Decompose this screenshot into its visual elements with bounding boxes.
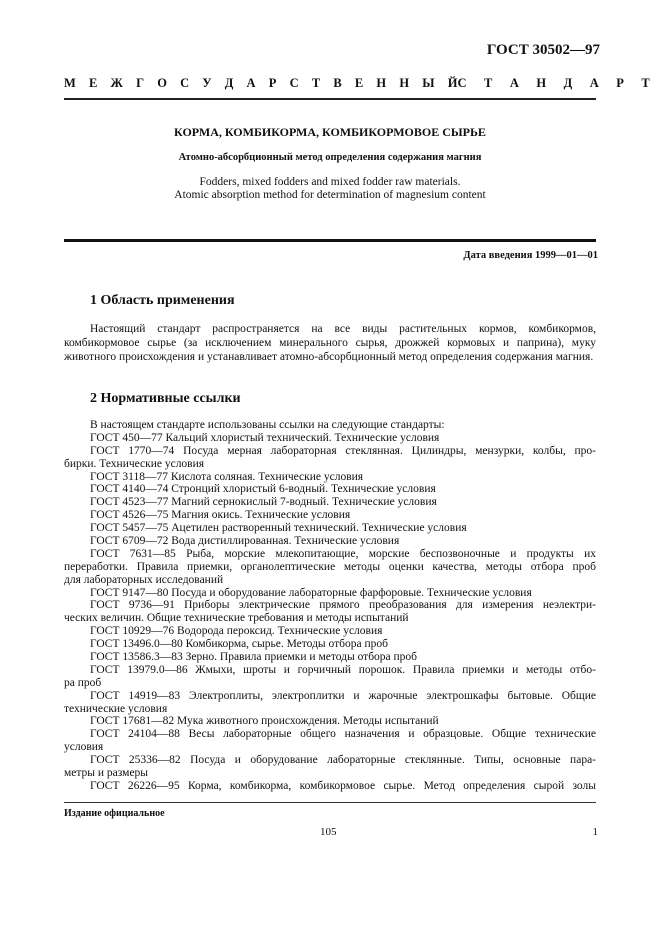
reference-line: ГОСТ 9147—80 Посуда и оборудование лабораторные фарфоровые. Технические условия — [90, 586, 532, 599]
english-title — [64, 176, 596, 202]
reference-line: метры и размеры — [64, 767, 149, 780]
reference-line: ГОСТ 4140—74 Стронций хлористый 6-водный. Технические условия — [90, 483, 436, 496]
reference-line: ГОСТ 3118—77 Кислота соляная. Технические условия — [90, 470, 364, 483]
banner-letter: Н — [536, 76, 547, 90]
section-1-heading: 1 Область применения — [90, 293, 235, 308]
banner-letter: Е — [354, 76, 364, 90]
official-edition-label: Издание официальное — [64, 808, 165, 819]
reference-line: ГОСТ 13586.3—83 Зерно. Правила приемки и методы отбора проб — [90, 651, 418, 664]
footer-divider — [64, 802, 596, 803]
banner-letter: Й — [447, 76, 458, 90]
interstate-standard-banner — [64, 76, 650, 91]
reference-line: В настоящем стандарте использованы ссылки на следующие стандарты: — [90, 419, 445, 431]
reference-line: ГОСТ 14919—83 Электроплиты, электроплитки и жарочные электрошкафы бытовые. Общие — [90, 689, 596, 702]
reference-line: переработки. Правила приемки, органолептические методы оценки качества, методы отбора проб — [64, 560, 596, 573]
banner-letter: Ж — [110, 76, 123, 90]
reference-line: ГОСТ 6709—72 Вода дистиллированная. Технические условия — [90, 535, 400, 548]
section-1-text-body: Настоящий стандарт распространяется на все виды растительных кормов, комбикормов, комбикормовое сырье (за исключением минерального сырья, дрожжей кормовых и паприна), муку животного происхождения и устанавливает атомно-абсорбционный метод определения содержания магния. — [64, 323, 596, 363]
banner-letter: Н — [399, 76, 410, 90]
reference-line: ГОСТ 13979.0—86 Жмыхи, шроты и горчичный порошок. Правила приемки и методы отбо- — [90, 663, 596, 676]
banner-letter: М — [64, 76, 76, 90]
banner-letter: Р — [616, 76, 624, 90]
introduction-date: Дата введения 1999—01—01 — [463, 250, 598, 261]
banner-letter: Ы — [422, 76, 435, 90]
reference-line: ческих величин. Общие технические требования и методы испытаний — [64, 612, 409, 625]
reference-line: ГОСТ 24104—88 Весы лабораторные общего назначения и образцовые. Общие технические — [90, 728, 596, 741]
banner-letter: С — [457, 76, 467, 90]
reference-line: условия — [64, 741, 104, 754]
banner-letter: С — [180, 76, 190, 90]
reference-line: для лабораторных исследований — [64, 573, 224, 586]
normative-references-list — [64, 419, 596, 793]
reference-line: ГОСТ 9736—91 Приборы электрические прямого преобразования для измерения неэлектри- — [90, 599, 596, 612]
banner-letter: Р — [268, 76, 277, 90]
banner-letter: С — [289, 76, 299, 90]
reference-line: бирки. Технические условия — [64, 457, 205, 470]
gost-code: ГОСТ 30502—97 — [486, 42, 600, 58]
banner-letter: Т — [311, 76, 321, 90]
document-subtitle: Атомно-абсорбционный метод определения содержания магния — [178, 152, 482, 163]
title-divider — [64, 239, 596, 242]
reference-line: ГОСТ 5457—75 Ацетилен растворенный технический. Технические условия — [90, 522, 467, 535]
reference-line: ГОСТ 4526—75 Магния окись. Технические условия — [90, 509, 351, 522]
english-title-line-1: Fodders, mixed fodders and mixed fodder raw materials. — [199, 176, 461, 188]
sheet-number: 1 — [592, 826, 598, 838]
banner-letter: В — [333, 76, 342, 90]
reference-line: ГОСТ 13496.0—80 Комбикорма, сырье. Методы отбора проб — [90, 638, 388, 651]
banner-letter: А — [589, 76, 599, 90]
banner-letter: Д — [563, 76, 573, 90]
reference-line: ГОСТ 450—77 Кальций хлористый технический. Технические условия — [90, 431, 440, 444]
reference-line: ГОСТ 1770—74 Посуда мерная лабораторная стеклянная. Цилиндры, мензурки, колбы, про- — [90, 444, 596, 457]
top-divider — [64, 98, 596, 100]
banner-letter: Т — [641, 76, 650, 90]
banner-letter: Т — [483, 76, 493, 90]
section-1-text — [64, 322, 596, 364]
reference-line: ГОСТ 10929—76 Водорода пероксид. Технические условия — [90, 625, 383, 638]
reference-line: ГОСТ 25336—82 Посуда и оборудование лабораторные стеклянные. Типы, основные пара- — [90, 754, 596, 767]
reference-line: ГОСТ 7631—85 Рыба, морские млекопитающие, морские беспозвоночные и продукты их — [90, 547, 596, 560]
reference-line: ГОСТ 4523—77 Магний сернокислый 7-водный. Технические условия — [90, 496, 437, 509]
english-title-line-2: Atomic absorption method for determination of magnesium content — [174, 189, 486, 201]
banner-letter: О — [157, 76, 167, 90]
reference-line: технические условия — [64, 702, 168, 715]
banner-letter: Н — [376, 76, 387, 90]
document-title: КОРМА, КОМБИКОРМА, КОМБИКОРМОВОЕ СЫРЬЕ — [174, 125, 486, 139]
reference-line: ГОСТ 26226—95 Корма, комбикорма, комбикормовое сырье. Метод определения сырой золы — [90, 779, 596, 792]
banner-word-interstate — [64, 76, 457, 91]
page-number: 105 — [320, 826, 337, 838]
section-2-heading: 2 Нормативные ссылки — [90, 391, 241, 406]
banner-letter: А — [509, 76, 519, 90]
banner-letter: Г — [136, 76, 145, 90]
banner-letter: А — [246, 76, 256, 90]
banner-letter: Д — [224, 76, 234, 90]
banner-letter: Е — [89, 76, 98, 90]
reference-line: ра проб — [64, 676, 102, 689]
reference-line: ГОСТ 17681—82 Мука животного происхождения. Методы испытаний — [90, 715, 439, 728]
banner-letter: У — [202, 76, 212, 90]
banner-word-standard — [457, 76, 649, 91]
